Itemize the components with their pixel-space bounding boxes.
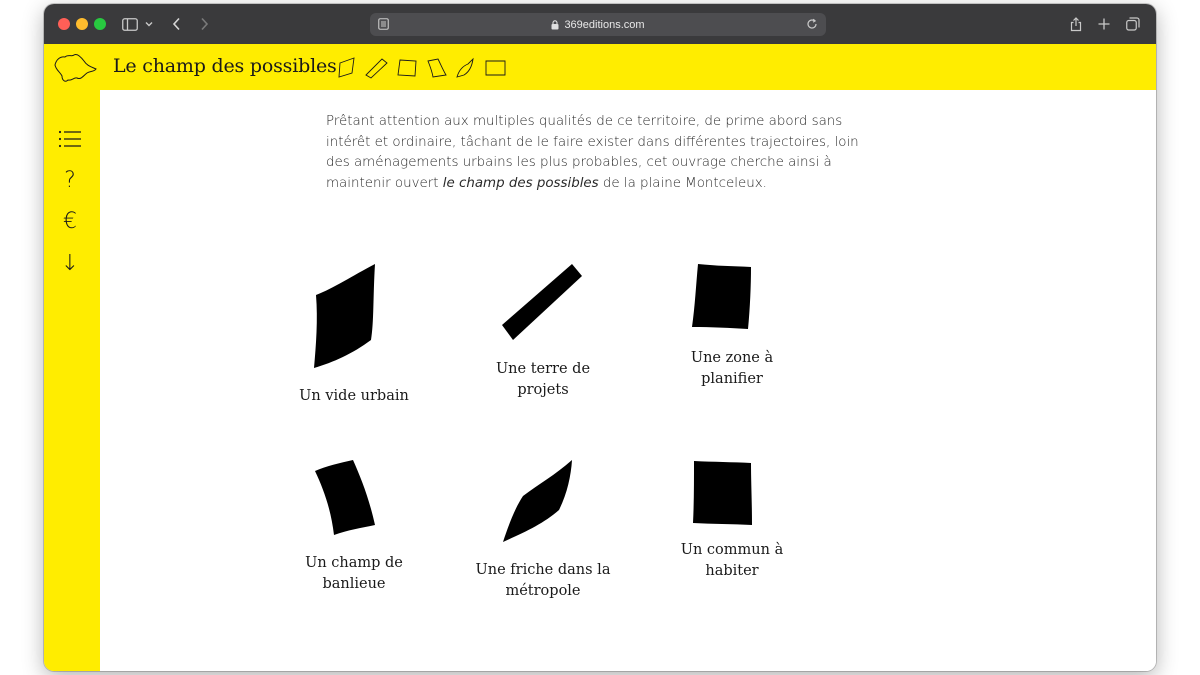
reload-icon[interactable]: [806, 18, 818, 30]
card-zone-a-planifier[interactable]: [632, 260, 832, 410]
card-champ-de-banlieue[interactable]: [254, 458, 454, 608]
intro-text: Prêtant attention aux multiples qualités de ce territoire, de prime abord sans intérêt et ordinaire, tâchant de le faire exister dans différentes trajectoires, loin des aménagements urbains les plus probables, cet ouvrage cherche ainsi à maintenir ouvert: [326, 114, 859, 191]
minimize-window-button[interactable]: [76, 18, 88, 30]
card-label: Un champ de: [305, 555, 403, 571]
help-icon[interactable]: ?: [64, 167, 76, 193]
terre-de-projets-shape-icon[interactable]: [366, 59, 387, 78]
new-tab-icon[interactable]: [1096, 14, 1112, 34]
lock-icon: [551, 20, 559, 30]
zone-a-planifier-shape-icon[interactable]: [398, 60, 416, 76]
euro-icon[interactable]: €: [63, 208, 77, 234]
reader-icon[interactable]: [378, 18, 389, 30]
address-bar[interactable]: [370, 13, 826, 36]
card-label: projets: [517, 382, 569, 398]
browser-toolbar: [44, 4, 1156, 45]
menu-icon[interactable]: [57, 126, 83, 152]
card-label: Une zone à: [690, 350, 774, 366]
site-title[interactable]: Le champ des possibles: [113, 55, 337, 77]
commun-a-habiter-shape: [632, 458, 832, 528]
card-vide-urbain[interactable]: [254, 260, 454, 410]
share-icon[interactable]: [1068, 14, 1084, 34]
friche-metropole-shape: [443, 458, 643, 546]
tab-overview-icon[interactable]: [1125, 14, 1141, 34]
zoom-window-button[interactable]: [94, 18, 106, 30]
intro-text-end: de la plaine Montceleux.: [598, 175, 767, 191]
card-friche-metropole[interactable]: [443, 458, 643, 608]
card-label: planifier: [701, 371, 763, 387]
champ-de-banlieue-shape: [254, 458, 454, 540]
intro-italic-text: le champ des possibles: [442, 175, 599, 191]
card-commun-a-habiter[interactable]: [632, 458, 832, 608]
card-label: Une friche dans la: [475, 562, 611, 578]
vide-urbain-shape-icon[interactable]: [339, 58, 354, 77]
sidebar: [44, 90, 100, 671]
back-icon[interactable]: [168, 14, 184, 34]
champ-de-banlieue-shape-icon[interactable]: [428, 59, 446, 77]
terre-de-projets-shape: [443, 260, 643, 350]
card-label: habiter: [705, 563, 759, 579]
browser-window: [44, 4, 1156, 671]
plain-map-logo-icon[interactable]: [50, 49, 98, 87]
intro-paragraph: [326, 112, 866, 194]
card-label: Une terre de: [495, 361, 591, 377]
card-label: Un commun à: [680, 542, 784, 558]
chevron-down-icon[interactable]: [143, 14, 155, 34]
section-shape-icons: [337, 56, 507, 80]
sidebar-toggle-icon[interactable]: [120, 14, 140, 34]
arrow-down-icon[interactable]: ↓: [60, 250, 80, 276]
site-header: [44, 44, 1156, 90]
url-text: 369editions.com: [564, 18, 645, 31]
card-label: Un vide urbain: [299, 388, 409, 404]
card-label: métropole: [505, 583, 581, 599]
zone-a-planifier-shape: [632, 260, 832, 335]
vide-urbain-shape: [254, 260, 454, 370]
card-label: banlieue: [322, 576, 386, 592]
close-window-button[interactable]: [58, 18, 70, 30]
card-terre-de-projets[interactable]: [443, 260, 643, 410]
main-content: [100, 90, 1156, 671]
forward-icon[interactable]: [196, 14, 212, 34]
friche-metropole-shape-icon[interactable]: [457, 59, 473, 77]
commun-a-habiter-shape-icon[interactable]: [486, 61, 505, 75]
